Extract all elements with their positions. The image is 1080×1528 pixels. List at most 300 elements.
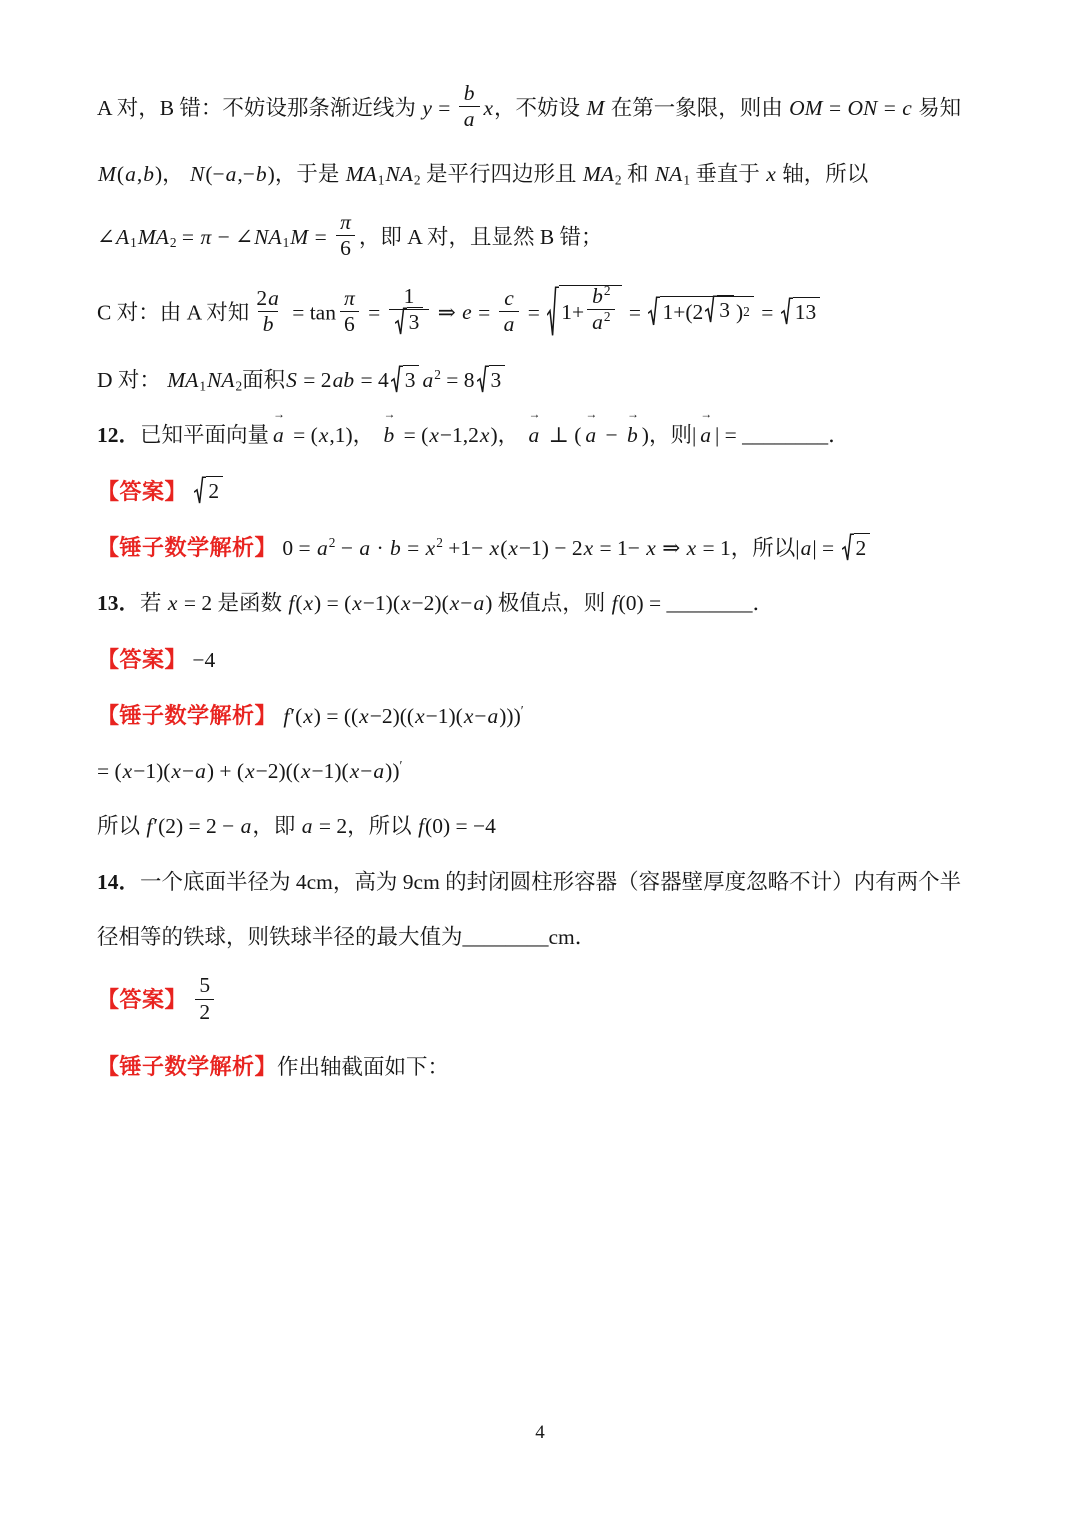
math-variable: A	[116, 224, 130, 249]
text-run: 作出轴截面如下：	[277, 1055, 450, 1080]
radicand	[854, 533, 871, 562]
solution-11-line-c	[97, 282, 990, 342]
math-variable: ab	[332, 367, 355, 392]
fraction-numerator	[335, 210, 356, 235]
math-variable: c	[504, 285, 514, 310]
text-run: ⊥ (	[543, 423, 582, 448]
radicand: 1+(2 3 ) 2	[660, 296, 753, 327]
square-root	[781, 297, 821, 326]
math-variable: M	[98, 161, 116, 186]
text-run: 2	[256, 285, 268, 310]
text-run: −	[600, 423, 624, 448]
answer-13	[97, 643, 990, 677]
red-tag-label: 【答案】	[97, 478, 188, 504]
math-variable: x	[349, 759, 360, 784]
math-variable: N	[190, 161, 205, 186]
math-variable: e	[462, 300, 472, 325]
text-run: −	[460, 591, 473, 616]
text-run: =	[522, 300, 546, 325]
text-run: ,	[136, 161, 143, 186]
fraction-numerator	[459, 81, 480, 106]
solution-11-line-d	[97, 364, 990, 397]
math-variable: x	[583, 535, 594, 560]
math-variable: x	[508, 535, 518, 560]
fraction	[339, 286, 360, 338]
math-variable: ON	[847, 95, 878, 120]
text-run: −1)(	[362, 591, 400, 616]
math-variable: f	[288, 591, 295, 616]
math-variable: a	[800, 535, 812, 560]
vector-arrow-icon: →	[383, 407, 396, 422]
vector	[383, 407, 396, 452]
math-variable: y	[422, 95, 432, 120]
answer-14	[97, 973, 990, 1028]
math-variable: x	[686, 535, 697, 560]
superscript: 2	[603, 282, 611, 298]
fraction	[459, 81, 480, 133]
text-run: 是平行四边形且	[420, 161, 582, 186]
red-tag-label: 【锤子数学解析】	[97, 702, 278, 728]
vector	[528, 407, 541, 452]
text-run: 2	[199, 999, 211, 1024]
text-run: = tan	[286, 300, 336, 325]
vector-body	[626, 423, 639, 447]
vector	[584, 407, 598, 452]
text-run: =	[432, 95, 456, 120]
math-variable: f	[283, 703, 290, 728]
text-run: 在第一象限，则由	[605, 95, 789, 120]
text-run: ⇒	[656, 535, 686, 560]
fraction-numerator	[195, 973, 214, 998]
subscript: 1	[199, 378, 206, 394]
fraction-denominator	[499, 311, 520, 337]
text-run: =	[755, 300, 779, 325]
radical-sign-icon	[391, 365, 403, 394]
math-variable: a	[359, 535, 371, 560]
red-tag-label: 【锤子数学解析】	[97, 1054, 278, 1080]
text-run: −1)(	[311, 759, 349, 784]
math-variable: π	[340, 210, 351, 235]
text-run: = 4	[355, 367, 389, 392]
text-run: −4	[187, 647, 216, 672]
text-run: −	[474, 703, 487, 728]
radical-sign-icon	[547, 285, 559, 339]
math-variable: x	[318, 423, 329, 448]
text-run: 一个底面半径为 4cm，高为 9cm 的封闭圆柱形容器（容器壁厚度忽略不计）内有两个半	[140, 869, 962, 894]
radical-sign-icon	[842, 533, 854, 562]
analysis-14	[97, 1050, 990, 1084]
problem-12	[97, 407, 990, 452]
text-run: −1,2	[439, 423, 479, 448]
vector-arrow-icon: →	[528, 407, 541, 422]
text-run: =	[176, 224, 200, 249]
problem-number: 13．	[97, 591, 141, 616]
math-variable: x	[352, 591, 362, 616]
text-run: 和	[621, 161, 654, 186]
text-run: = (	[287, 423, 318, 448]
math-variable: a	[125, 161, 136, 186]
square-root	[648, 296, 753, 327]
radical-sign-icon	[781, 297, 793, 326]
text-run: 径相等的铁球，则铁球半径的最大值为________cm．	[97, 925, 597, 950]
fraction	[335, 210, 356, 262]
vector-arrow-icon: →	[627, 407, 640, 422]
math-variable: MA	[345, 161, 377, 186]
text-run: ′(2) = 2 −	[153, 814, 240, 839]
math-variable: a	[592, 309, 603, 334]
math-variable: MA	[137, 224, 169, 249]
subscript: 2	[169, 235, 177, 251]
vector-arrow-icon: →	[585, 407, 598, 422]
text-run: ∠	[97, 224, 116, 249]
math-variable: π	[200, 224, 212, 249]
text-run: +1−	[442, 535, 489, 560]
text-run: )	[735, 299, 744, 324]
text-run	[187, 988, 192, 1012]
fraction-denominator	[195, 999, 214, 1025]
text-run: −	[181, 759, 195, 784]
radical-sign-icon	[477, 365, 489, 394]
solution-11-line-ab-2	[97, 158, 990, 191]
math-variable: x	[429, 423, 439, 448]
subscript: 1	[282, 235, 290, 251]
text-run: 2	[208, 479, 220, 504]
red-tag-label: 【答案】	[97, 646, 188, 672]
math-variable: a	[317, 535, 328, 560]
math-variable: f	[146, 814, 153, 839]
text-run: (	[500, 535, 508, 560]
text-run: 2	[855, 535, 867, 560]
square-root	[547, 282, 621, 339]
text-run: −1)(	[133, 759, 171, 784]
solution-11-line-ab-3	[97, 210, 990, 265]
math-variable: c	[902, 95, 912, 120]
text-run: ) = (	[314, 591, 352, 616]
problem-number: 14．	[97, 869, 141, 894]
text-run: = 2	[297, 367, 332, 392]
math-variable: a	[225, 161, 237, 186]
text-run: ，即	[252, 814, 301, 839]
text-run: )，则|	[641, 423, 697, 448]
square-root	[705, 295, 734, 324]
math-variable: b	[390, 535, 401, 560]
math-variable: x	[766, 161, 776, 186]
radicand	[407, 307, 424, 336]
problem-14-line-1	[97, 866, 990, 899]
math-variable: a	[585, 423, 597, 448]
problem-13	[97, 587, 990, 620]
text-run: =	[401, 535, 425, 560]
math-variable: a	[373, 759, 385, 784]
answer-12	[97, 475, 990, 509]
fraction-denominator	[587, 309, 614, 335]
vector	[626, 407, 640, 452]
text-run: D 对：	[97, 367, 167, 392]
fraction-numerator	[499, 286, 519, 311]
fraction-denominator	[336, 235, 355, 261]
radicand	[206, 476, 223, 505]
text-run: −1) − 2	[518, 535, 583, 560]
fraction-numerator	[400, 284, 419, 309]
text-run: 3	[490, 367, 502, 392]
text-run: )))	[499, 703, 521, 728]
fraction	[389, 284, 430, 339]
math-variable: OM	[789, 95, 823, 120]
math-variable: b	[255, 161, 267, 186]
text-run: (−	[205, 161, 225, 186]
math-variable: π	[343, 285, 355, 310]
text-run: 面积	[242, 367, 286, 392]
text-run: 若	[140, 591, 167, 616]
square-root	[194, 476, 223, 505]
vector-body	[272, 423, 285, 447]
math-variable: f	[418, 814, 425, 839]
radicand	[489, 365, 506, 394]
radical-sign-icon	[194, 476, 206, 505]
text-run: = 1，所以|	[697, 535, 800, 560]
analysis-13-line-1	[97, 699, 990, 733]
math-variable: x	[646, 535, 656, 560]
superscript: 2	[328, 534, 336, 550]
text-run: −1)(	[425, 703, 463, 728]
radicand	[559, 282, 621, 339]
text-run: −2)((	[255, 759, 300, 784]
text-run: C 对：由 A 对知	[97, 300, 250, 325]
fraction-denominator	[258, 311, 279, 337]
math-variable: b	[592, 283, 603, 308]
math-variable: a	[240, 814, 252, 839]
subscript: 2	[413, 172, 421, 188]
math-variable: x	[489, 535, 500, 560]
text-run: ，即 A 对，且显然 B 错；	[358, 224, 603, 249]
math-variable: x	[449, 591, 460, 616]
superscript: ′	[399, 758, 403, 774]
text-run: 3	[404, 367, 416, 392]
text-run: ) = ((	[313, 703, 359, 728]
radical-sign-icon	[395, 307, 407, 336]
vector-arrow-icon: →	[700, 407, 713, 422]
math-variable: x	[415, 703, 425, 728]
text-run: −2)((	[369, 703, 415, 728]
text-run: =	[823, 95, 847, 120]
math-variable: a	[487, 703, 499, 728]
solution-11-line-ab-1	[97, 81, 990, 136]
analysis-13-line-3	[97, 810, 990, 843]
square-root	[391, 365, 420, 394]
math-variable: x	[167, 591, 178, 616]
text-run: A 对，B 错：不妨设那条渐近线为	[97, 95, 422, 120]
text-run: 5	[199, 973, 211, 998]
math-variable: NA	[654, 161, 683, 186]
text-run: −	[360, 759, 373, 784]
subscript: 1	[683, 172, 690, 188]
problem-14-line-2	[97, 921, 990, 954]
problem-number: 12．	[97, 423, 141, 448]
math-variable: x	[303, 703, 313, 728]
text-run: (	[295, 591, 303, 616]
superscript: 2	[436, 534, 443, 550]
text-run: ⇒	[432, 300, 462, 325]
math-variable: S	[286, 367, 297, 392]
text-run: ′(	[290, 703, 303, 728]
fraction	[499, 286, 520, 338]
math-variable: a	[503, 311, 515, 336]
vector-body	[584, 423, 597, 447]
math-variable: f	[611, 591, 618, 616]
text-run: =	[878, 95, 902, 120]
vector-body	[699, 423, 712, 447]
math-variable: MA	[167, 367, 199, 392]
subscript: 1	[377, 172, 385, 188]
text-run	[187, 480, 192, 504]
math-variable: x	[479, 423, 490, 448]
radicand	[403, 365, 420, 394]
text-run: =	[309, 224, 333, 249]
text-run: = 2，所以	[313, 814, 418, 839]
text-run: ，不妨设	[494, 95, 586, 120]
fraction-numerator	[339, 286, 360, 311]
vector	[272, 407, 286, 452]
fraction	[195, 973, 214, 1025]
square-root	[395, 307, 424, 336]
math-variable: M	[586, 95, 605, 120]
math-variable: a	[463, 107, 475, 132]
analysis-12	[97, 531, 990, 565]
text-run: −2)(	[411, 591, 449, 616]
text-run: | = ________．	[715, 423, 850, 448]
text-run: 13	[794, 299, 817, 324]
text-run: 3	[719, 297, 730, 322]
radical-sign-icon	[705, 295, 717, 324]
text-run: = (	[97, 759, 122, 784]
text-run: (0) = −4	[425, 814, 496, 839]
math-variable: x	[245, 759, 255, 784]
math-variable: a	[273, 423, 284, 448]
math-variable: a	[528, 423, 540, 448]
math-variable: a	[422, 367, 434, 392]
math-variable: a	[268, 285, 279, 310]
subscript: 2	[235, 378, 243, 394]
math-variable: NA	[207, 367, 235, 392]
radical-sign-icon	[648, 296, 660, 327]
text-run: = 2 是函数	[178, 591, 288, 616]
subscript: 2	[614, 172, 622, 188]
text-run: ·	[371, 535, 390, 560]
fraction-denominator	[459, 106, 480, 132]
text-run: ))	[385, 759, 400, 784]
page-content	[97, 81, 990, 1106]
text-run: =	[362, 300, 386, 325]
text-run: = 8	[440, 367, 475, 392]
fraction	[587, 284, 614, 336]
text-run: 所以	[97, 814, 146, 839]
text-run: = 1−	[594, 535, 646, 560]
math-variable: M	[290, 224, 309, 249]
math-variable: a	[301, 814, 313, 839]
math-variable: x	[425, 535, 436, 560]
math-variable: x	[300, 759, 311, 784]
math-variable: MA	[582, 161, 614, 186]
text-run: )，于是	[267, 161, 345, 186]
vector	[699, 407, 713, 452]
text-run: =	[623, 300, 647, 325]
math-variable: a	[473, 591, 485, 616]
text-run: 已知平面向量	[140, 423, 270, 448]
analysis-13-line-2	[97, 755, 990, 788]
subscript: 1	[130, 235, 137, 251]
text-run: 1+	[561, 299, 585, 324]
text-run: − ∠	[212, 224, 254, 249]
math-variable: b	[627, 423, 638, 448]
radicand	[793, 297, 821, 326]
fraction	[252, 286, 284, 338]
math-variable: x	[483, 95, 494, 120]
superscript: 2	[434, 367, 441, 382]
text-run: 1	[403, 283, 415, 308]
text-run: 6	[340, 236, 351, 261]
superscript: 2	[603, 308, 611, 324]
superscript: ′	[520, 702, 524, 718]
page-number: 4	[535, 1422, 545, 1443]
text-run: | =	[812, 535, 840, 560]
fraction-denominator	[340, 311, 359, 337]
fraction-numerator	[252, 286, 284, 311]
text-run: (	[116, 161, 125, 186]
math-variable: x	[359, 703, 369, 728]
math-variable: x	[122, 759, 133, 784]
text-run: )，	[490, 423, 525, 448]
text-run: ) 极值点，则	[485, 591, 611, 616]
math-variable: NA	[385, 161, 413, 186]
math-variable: b	[262, 311, 274, 336]
text-run: 3	[408, 310, 420, 335]
text-run: 轴，所以	[776, 161, 869, 186]
text-run: 易知	[912, 95, 962, 120]
vector-arrow-icon: →	[273, 407, 286, 422]
math-variable: x	[401, 591, 411, 616]
text-run: ,1)，	[329, 423, 380, 448]
fraction-denominator	[389, 309, 430, 339]
vector-body	[528, 423, 541, 447]
text-run: 垂直于	[690, 161, 766, 186]
math-variable: NA	[254, 224, 282, 249]
text-run: = (	[398, 423, 429, 448]
text-run: ,−	[237, 161, 255, 186]
math-variable: x	[463, 703, 474, 728]
vector-body	[383, 423, 396, 447]
red-tag-label: 【答案】	[97, 987, 188, 1013]
fraction-numerator	[587, 284, 614, 309]
text-run: 0 =	[277, 535, 317, 560]
square-root	[477, 365, 506, 394]
text-run: )，	[154, 161, 190, 186]
math-variable: a	[700, 423, 711, 448]
math-variable: b	[383, 423, 395, 448]
math-variable: x	[303, 591, 314, 616]
text-run: −	[335, 535, 359, 560]
square-root	[842, 533, 871, 562]
math-variable: b	[143, 161, 154, 186]
math-variable: x	[171, 759, 181, 784]
text-run: 6	[343, 311, 355, 336]
text-run: =	[472, 300, 496, 325]
text-run: (0) = ________．	[618, 591, 775, 616]
red-tag-label: 【锤子数学解析】	[97, 534, 278, 560]
math-variable: b	[463, 81, 475, 105]
text-run: 1+(2	[662, 299, 704, 324]
math-variable: a	[195, 759, 206, 784]
radicand	[717, 295, 734, 324]
